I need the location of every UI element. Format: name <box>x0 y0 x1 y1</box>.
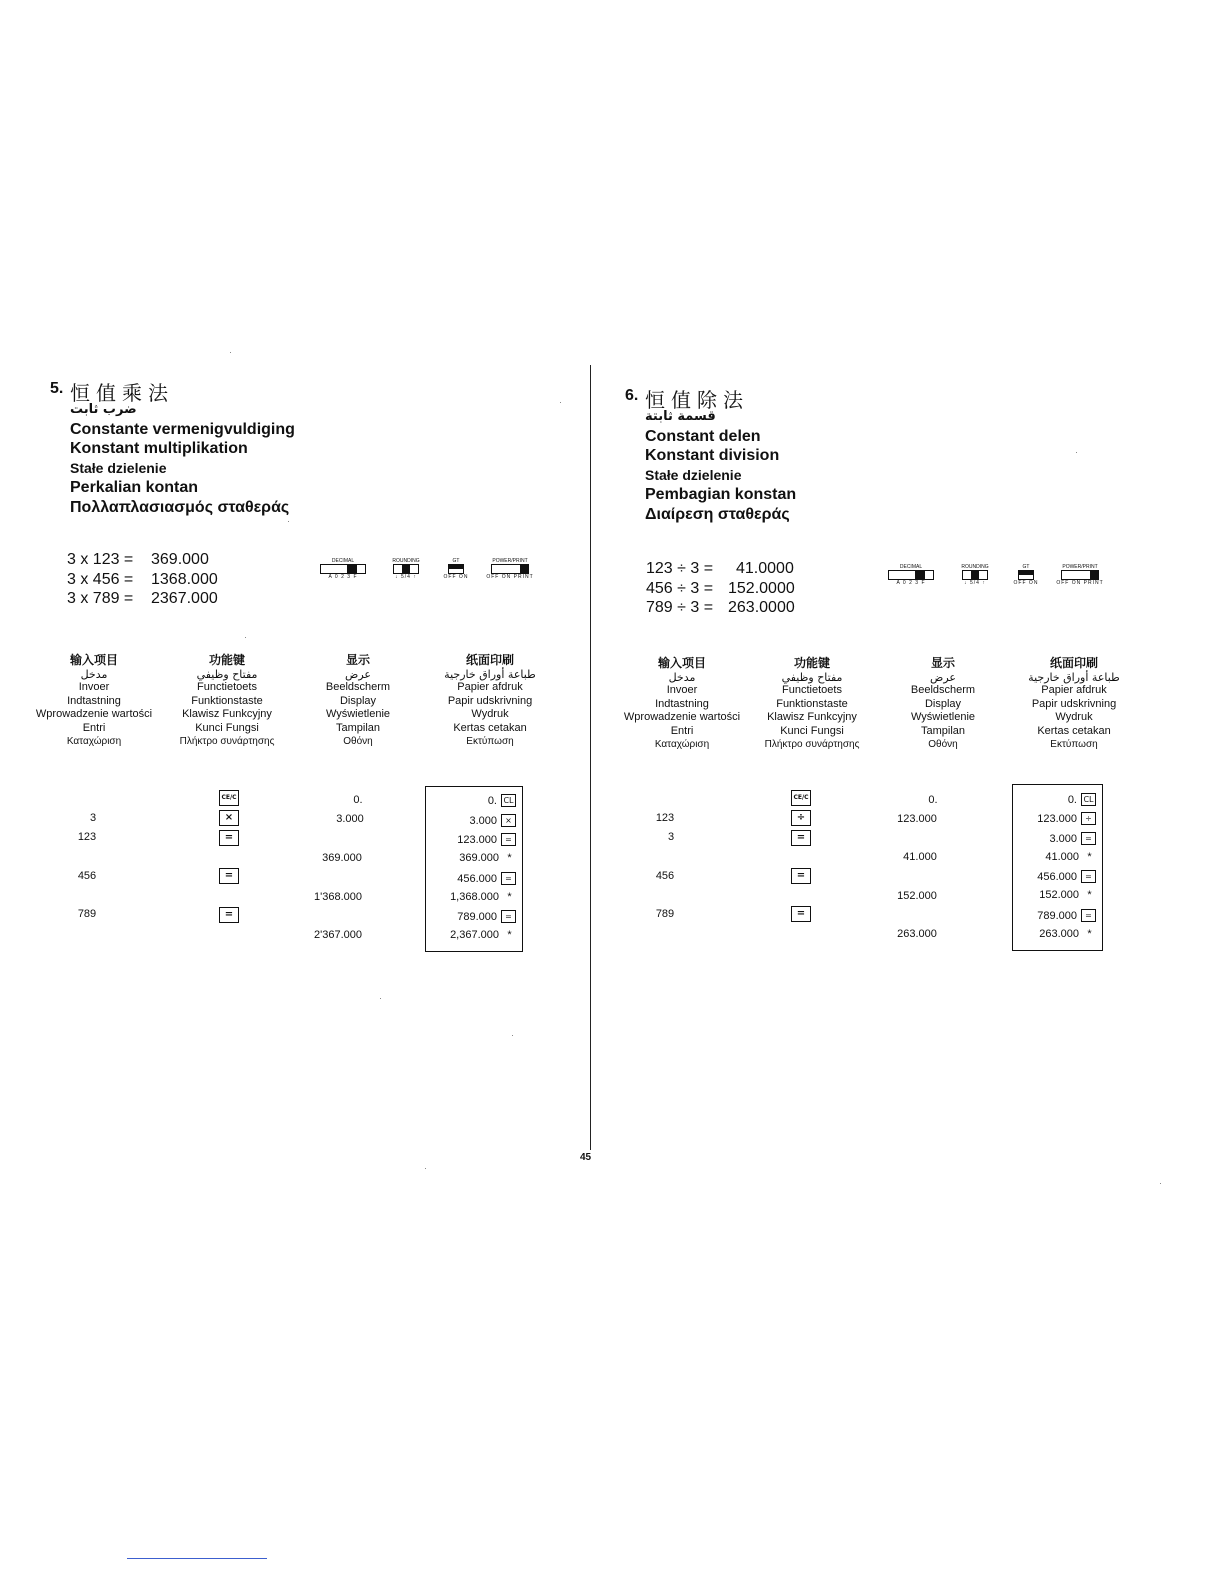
example-res: 263.0000 <box>728 599 795 616</box>
header-line: Beeldscherm <box>910 684 976 696</box>
tape-row <box>1037 812 1096 825</box>
header-line: مدخل <box>80 667 108 681</box>
gt-switch <box>1011 564 1041 586</box>
example-res: 369.000 <box>151 551 209 568</box>
header-line: Tampilan <box>920 724 966 737</box>
rounding-ticks: ↓ 5/4 ↑ <box>395 574 417 580</box>
decimal-ticks: A 0 2 3 F <box>896 580 926 586</box>
header-display <box>288 654 428 749</box>
example-eq: 123 ÷ 3 = <box>646 560 714 577</box>
decimal-switch <box>318 558 368 580</box>
tape-value: 123.000 <box>1037 812 1077 825</box>
header-line: Wydruk <box>471 708 509 720</box>
equals-key: = <box>219 907 239 923</box>
section-titles <box>70 400 295 517</box>
tape-symbol: = <box>1081 832 1096 845</box>
tape-row <box>1039 928 1096 940</box>
multiply-key: × <box>219 810 239 826</box>
scan-speck <box>245 637 246 638</box>
print-tape <box>1012 784 1103 951</box>
tape-symbol: CL <box>501 794 516 807</box>
tape-symbol: * <box>507 852 512 864</box>
input-value: 789 <box>77 908 97 920</box>
gt-label: GT <box>1022 564 1030 570</box>
display-value: 1'368.000 <box>314 891 362 903</box>
section-title-cjk: 恒值除法 <box>645 388 749 412</box>
header-line: Οθόνη <box>928 739 958 750</box>
equals-key: = <box>791 906 811 922</box>
gt-ticks: OFF ON <box>443 574 469 580</box>
tape-symbol: ÷ <box>1081 812 1096 825</box>
power-switch <box>1050 564 1110 586</box>
header-line: Klawisz Funkcyjny <box>182 708 272 720</box>
header-line: Οθόνη <box>343 736 373 747</box>
header-line: 输入项目 <box>69 653 118 667</box>
tape-value: 456.000 <box>457 872 497 885</box>
input-value: 456 <box>655 870 675 882</box>
header-line: Καταχώριση <box>66 736 122 747</box>
header-line: 纸面印刷 <box>1049 656 1098 670</box>
header-line: Beeldscherm <box>325 681 391 693</box>
gt-slider <box>1018 570 1034 580</box>
tape-row <box>459 852 516 864</box>
input-value: 3 <box>89 812 97 824</box>
header-line: Tampilan <box>335 721 381 734</box>
gt-ticks: OFF ON <box>1013 580 1039 586</box>
tape-value: 0. <box>487 794 497 807</box>
example-eq: 3 x 789 = <box>67 590 134 607</box>
header-line: 纸面印刷 <box>465 653 514 667</box>
tape-row <box>1037 870 1096 883</box>
title-indonesian: Pembagian konstan <box>645 486 797 503</box>
header-input <box>612 657 752 752</box>
print-tape <box>425 786 523 952</box>
scan-speck <box>380 998 381 999</box>
header-line: Entri <box>82 721 106 734</box>
input-value: 456 <box>77 870 97 882</box>
display-value: 41.000 <box>903 851 937 863</box>
gt-label: GT <box>452 558 460 564</box>
title-danish: Konstant multiplikation <box>70 440 248 457</box>
decimal-slider <box>320 564 366 574</box>
header-print <box>420 654 560 749</box>
tape-symbol: CL <box>1081 793 1096 806</box>
decimal-label: DECIMAL <box>331 558 355 564</box>
header-line: Display <box>924 697 962 710</box>
header-function-key <box>157 654 297 749</box>
example-row <box>646 598 795 618</box>
header-line: Kertas cetakan <box>1037 724 1111 737</box>
page-number: 45 <box>580 1152 592 1163</box>
header-line: Papir udskrivning <box>447 694 533 707</box>
display-value: 0. <box>928 794 938 806</box>
header-line: Invoer <box>78 681 110 693</box>
rounding-label: ROUNDING <box>961 564 989 570</box>
tape-symbol: = <box>501 872 516 885</box>
tape-symbol: × <box>501 814 516 827</box>
header-line: مفتاح وظيفي <box>781 670 843 684</box>
tape-row <box>1049 832 1096 845</box>
gt-slider <box>448 564 464 574</box>
header-display <box>873 657 1013 752</box>
header-line: Papier afdruk <box>1041 684 1107 696</box>
header-line: Functietoets <box>197 681 257 693</box>
rounding-ticks: ↓ 5/4 ↑ <box>964 580 986 586</box>
tape-symbol: = <box>1081 909 1096 922</box>
tape-symbol: * <box>507 891 512 903</box>
rounding-switch <box>957 564 993 586</box>
tape-symbol: * <box>1087 889 1092 901</box>
header-line: Kunci Fungsi <box>780 724 844 737</box>
tape-value: 369.000 <box>459 852 499 864</box>
header-line: Wyświetlenie <box>325 708 391 720</box>
tape-row <box>457 872 516 885</box>
tape-symbol: = <box>501 910 516 923</box>
decimal-slider <box>888 570 934 580</box>
input-value: 123 <box>77 831 97 843</box>
display-value: 123.000 <box>897 813 937 825</box>
example-res: 41.0000 <box>736 560 794 577</box>
equals-key: = <box>219 868 239 884</box>
scan-speck <box>1160 1183 1161 1184</box>
display-value: 0. <box>353 794 363 806</box>
equals-key: = <box>219 830 239 846</box>
display-value: 263.000 <box>897 928 937 940</box>
tape-value: 1,368.000 <box>450 891 499 903</box>
header-line: Πλήκτρο συνάρτησης <box>764 739 860 750</box>
tape-row <box>488 794 516 807</box>
header-line: Funktionstaste <box>776 697 848 710</box>
header-line: مفتاح وظيفي <box>196 667 258 681</box>
example-row <box>67 570 218 590</box>
header-line: Invoer <box>666 684 698 696</box>
tape-row <box>450 891 516 903</box>
input-value: 789 <box>655 908 675 920</box>
header-line: Papier afdruk <box>457 681 523 693</box>
header-function-key <box>742 657 882 752</box>
tape-value: 789.000 <box>457 910 497 923</box>
header-line: مدخل <box>668 670 696 684</box>
tape-value: 263.000 <box>1039 928 1079 940</box>
title-polish: Stałe dzielenie <box>70 459 167 476</box>
power-label: POWER/PRINT <box>1062 564 1098 570</box>
header-line: 显示 <box>930 656 955 670</box>
tape-value: 0. <box>1067 793 1077 806</box>
title-dutch: Constant delen <box>645 427 761 445</box>
power-ticks: OFF ON PRINT <box>1056 580 1104 586</box>
scan-speck <box>1076 452 1077 453</box>
clear-key: CE/C <box>791 790 811 806</box>
header-line: Καταχώριση <box>654 739 710 750</box>
page-divider <box>590 365 591 1150</box>
decimal-label: DECIMAL <box>899 564 923 570</box>
tape-row <box>1045 851 1096 863</box>
tape-row <box>1068 793 1096 806</box>
title-greek: Διαίρεση σταθεράς <box>645 505 790 523</box>
header-line: Kertas cetakan <box>453 721 527 734</box>
power-switch <box>480 558 540 580</box>
input-value: 3 <box>667 831 675 843</box>
clear-key: CE/C <box>219 790 239 806</box>
equals-key: = <box>791 830 811 846</box>
tape-row <box>457 910 516 923</box>
example-equations <box>67 550 218 609</box>
header-line: 功能键 <box>208 653 245 667</box>
header-input <box>24 654 164 749</box>
tape-value: 3.000 <box>1049 832 1077 845</box>
title-greek: Πολλαπλασιασμός σταθεράς <box>70 498 290 516</box>
section-number: 5. <box>50 380 64 397</box>
equals-key: = <box>791 868 811 884</box>
example-equations <box>646 559 795 618</box>
display-value: 152.000 <box>897 890 937 902</box>
tape-row <box>1039 889 1096 901</box>
section-number: 6. <box>625 387 639 404</box>
header-line: 显示 <box>345 653 370 667</box>
scan-speck <box>560 402 561 403</box>
example-row <box>646 579 795 599</box>
header-line: Εκτύπωση <box>1050 739 1098 750</box>
section-titles <box>645 407 796 524</box>
tape-symbol: * <box>507 929 512 941</box>
scan-speck <box>512 1035 513 1036</box>
bottom-rule <box>127 1558 267 1559</box>
decimal-switch <box>886 564 936 586</box>
header-line: Entri <box>670 724 694 737</box>
tape-row <box>469 814 516 827</box>
header-line: Kunci Fungsi <box>195 721 259 734</box>
header-line: Klawisz Funkcyjny <box>767 711 857 723</box>
header-line: 功能键 <box>793 656 830 670</box>
header-line: Εκτύπωση <box>466 736 514 747</box>
tape-symbol: * <box>1087 928 1092 940</box>
tape-value: 2,367.000 <box>450 929 499 941</box>
example-eq: 789 ÷ 3 = <box>646 599 714 616</box>
title-arabic: ضرب ثابت <box>70 402 137 417</box>
tape-row <box>450 929 516 941</box>
example-row <box>646 559 795 579</box>
title-indonesian: Perkalian kontan <box>70 479 199 496</box>
tape-value: 789.000 <box>1037 909 1077 922</box>
header-line: Papir udskrivning <box>1031 697 1117 710</box>
scan-speck <box>230 352 231 353</box>
scan-speck <box>425 1168 426 1169</box>
scan-speck <box>288 521 289 522</box>
header-line: 输入项目 <box>657 656 706 670</box>
header-line: طباعة أوراق خارجية <box>444 667 536 681</box>
example-row <box>67 589 218 609</box>
tape-value: 3.000 <box>469 814 497 827</box>
header-line: Funktionstaste <box>191 694 263 707</box>
tape-value: 123.000 <box>457 833 497 846</box>
tape-symbol: * <box>1087 851 1092 863</box>
header-line: Πλήκτρο συνάρτησης <box>179 736 275 747</box>
display-value: 369.000 <box>322 852 362 864</box>
header-line: Wprowadzenie wartości <box>623 711 741 723</box>
example-res: 2367.000 <box>151 590 218 607</box>
title-polish: Stałe dzielenie <box>645 466 742 483</box>
header-line: عرض <box>345 667 371 681</box>
section-title-cjk: 恒值乘法 <box>70 381 174 405</box>
input-value: 123 <box>655 812 675 824</box>
rounding-switch <box>388 558 424 580</box>
tape-row <box>457 833 516 846</box>
example-row <box>67 550 218 570</box>
divide-key: ÷ <box>791 810 811 826</box>
example-eq: 3 x 123 = <box>67 551 134 568</box>
example-eq: 3 x 456 = <box>67 570 134 588</box>
header-line: Wydruk <box>1055 711 1093 723</box>
header-line: Wyświetlenie <box>910 711 976 723</box>
power-label: POWER/PRINT <box>492 558 528 564</box>
title-arabic: قسمة ثابتة <box>645 409 716 424</box>
tape-symbol: = <box>1081 870 1096 883</box>
title-dutch: Constante vermenigvuldiging <box>70 420 295 438</box>
power-ticks: OFF ON PRINT <box>486 574 534 580</box>
example-res: 1368.000 <box>151 570 218 588</box>
example-eq: 456 ÷ 3 = <box>646 579 714 597</box>
tape-value: 41.000 <box>1045 851 1079 863</box>
rounding-label: ROUNDING <box>392 558 420 564</box>
header-line: طباعة أوراق خارجية <box>1028 670 1120 684</box>
gt-switch <box>441 558 471 580</box>
rounding-slider <box>962 570 988 580</box>
power-slider <box>491 564 529 574</box>
rounding-slider <box>393 564 419 574</box>
header-print <box>1004 657 1144 752</box>
power-slider <box>1061 570 1099 580</box>
header-line: Indtastning <box>655 697 709 710</box>
header-line: Wprowadzenie wartości <box>35 708 153 720</box>
display-value: 3.000 <box>336 813 364 825</box>
title-danish: Konstant division <box>645 447 780 464</box>
header-line: Functietoets <box>782 684 842 696</box>
decimal-ticks: A 0 2 3 F <box>328 574 358 580</box>
header-line: Indtastning <box>67 694 121 707</box>
tape-symbol: = <box>501 833 516 846</box>
header-line: Display <box>339 694 377 707</box>
example-res: 152.0000 <box>728 579 795 597</box>
tape-value: 456.000 <box>1037 870 1077 883</box>
tape-value: 152.000 <box>1039 889 1079 901</box>
tape-row <box>1037 909 1096 922</box>
display-value: 2'367.000 <box>314 929 362 941</box>
header-line: عرض <box>930 670 956 684</box>
